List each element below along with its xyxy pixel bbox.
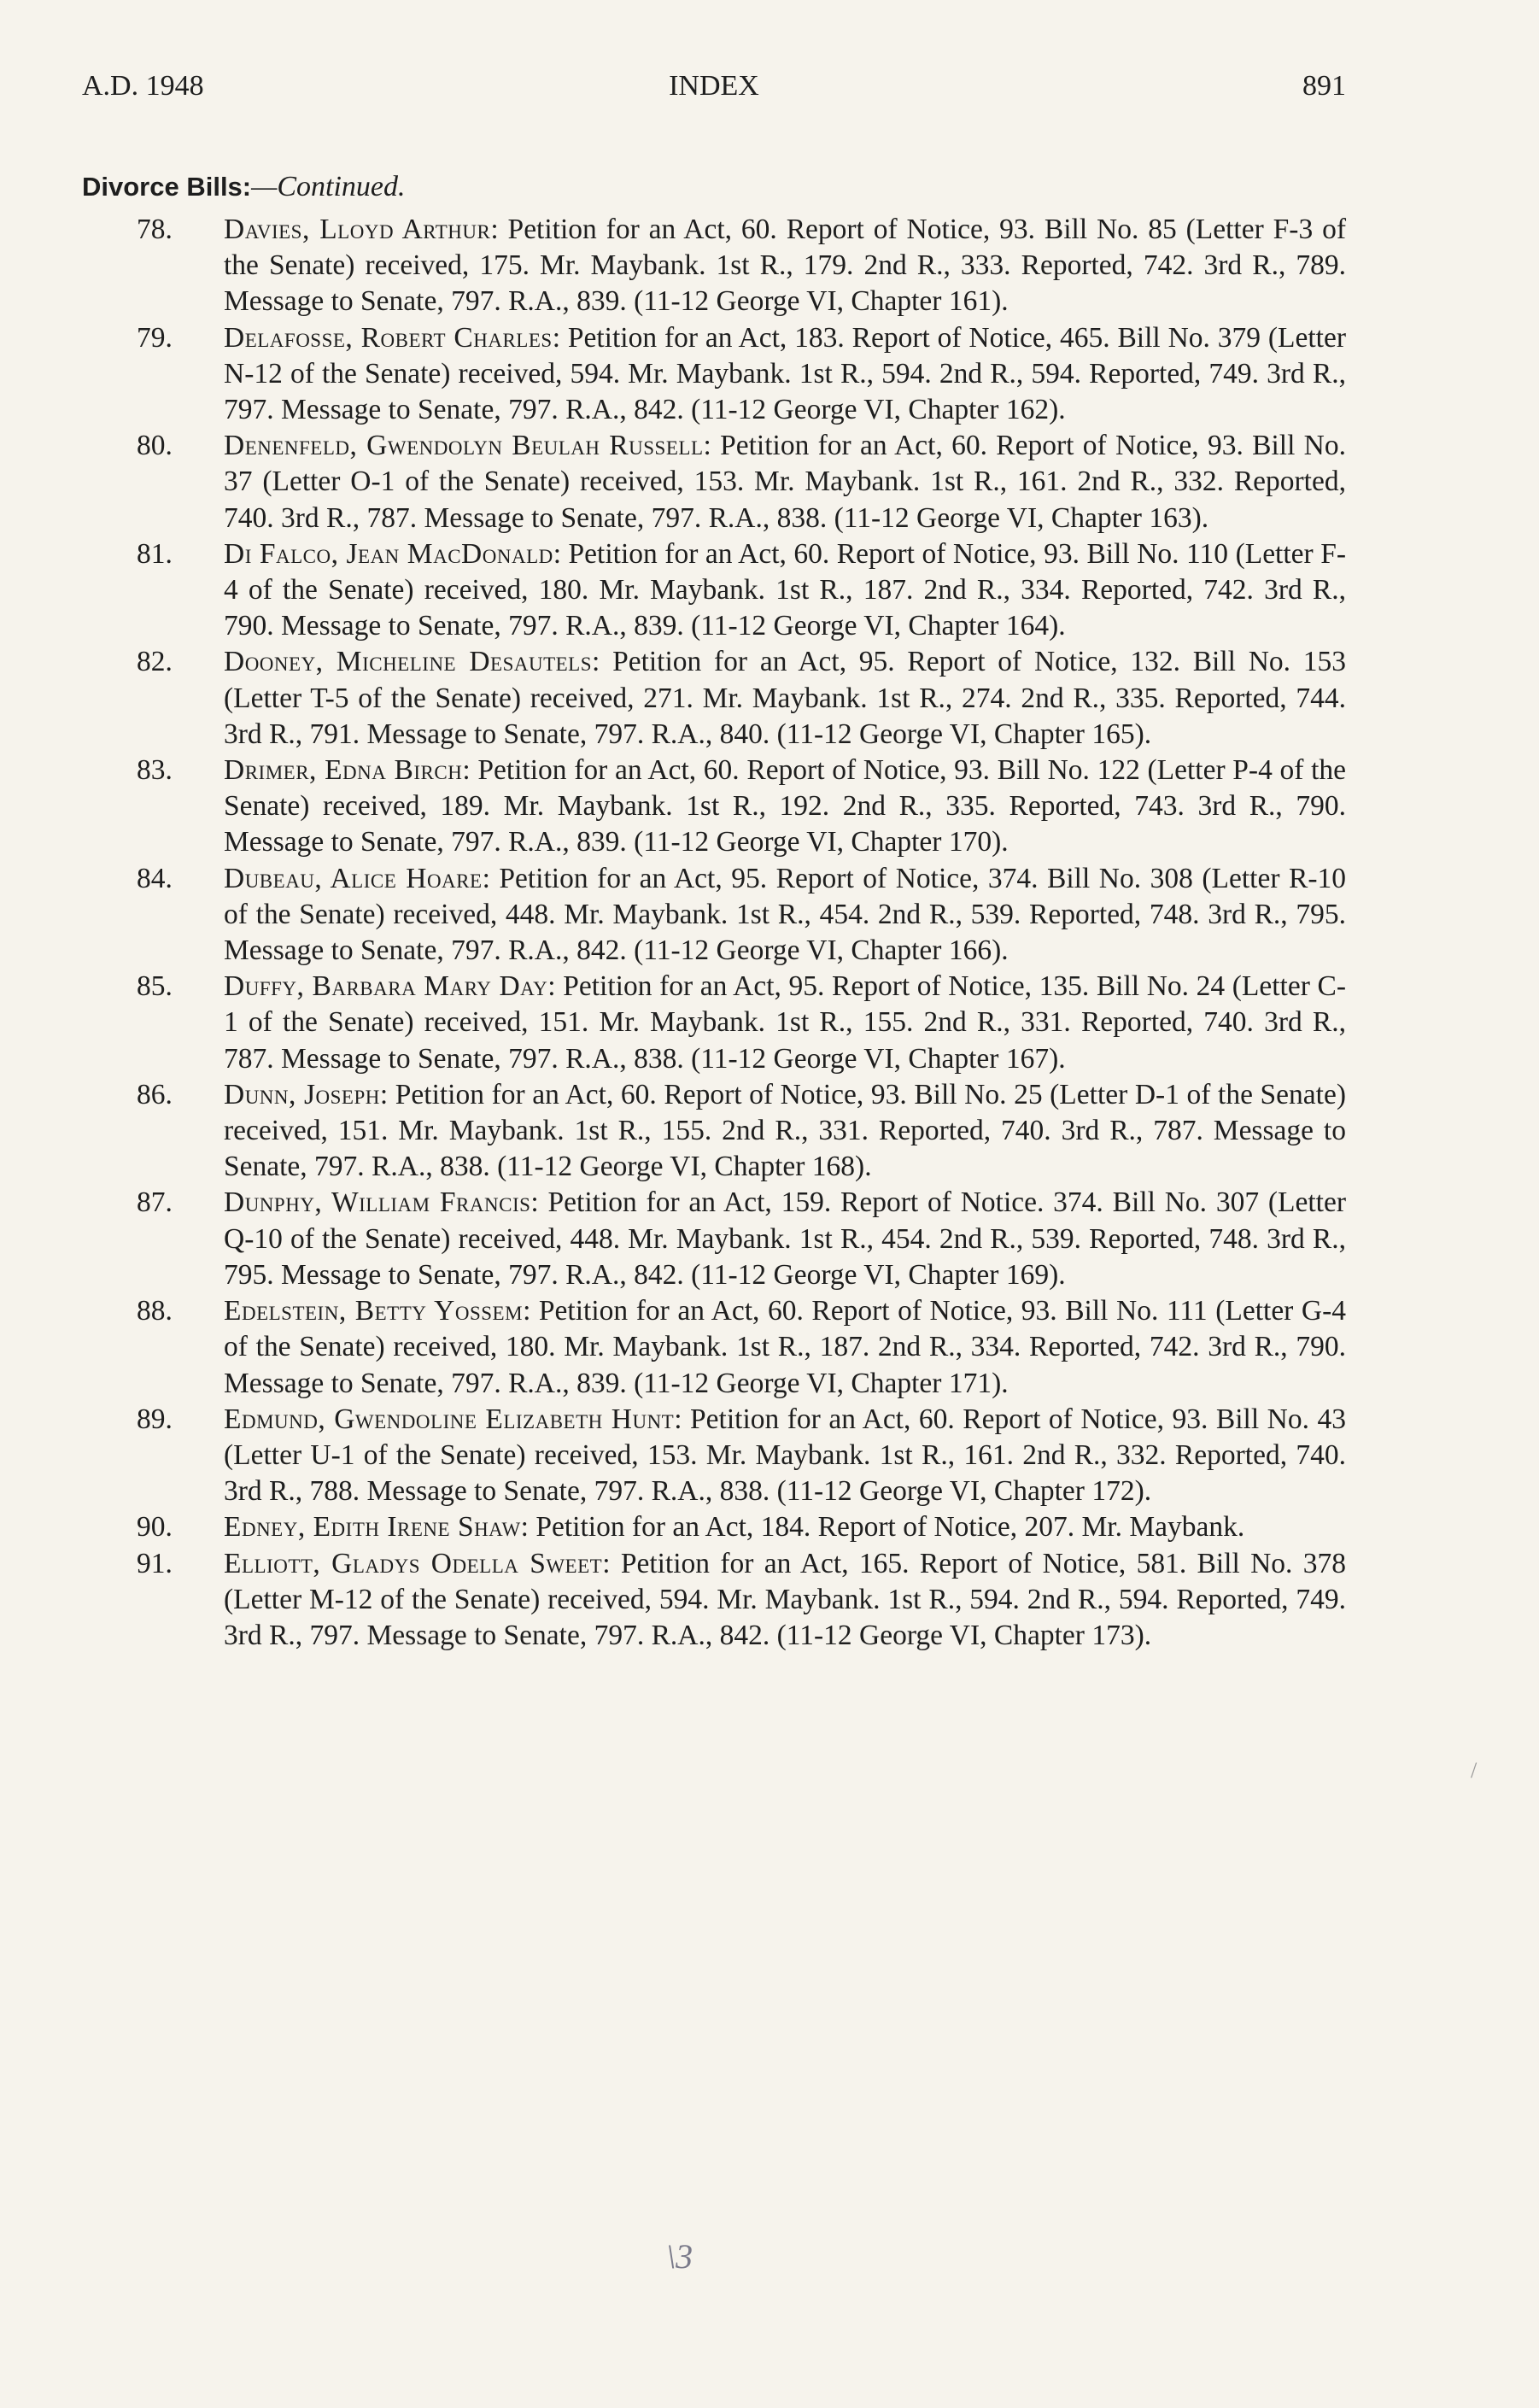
- entry-number: 86.: [137, 1078, 173, 1110]
- entry-name: Delafosse, Robert Charles: [224, 321, 553, 354]
- entry-text: : Petition for an Act, 60. Report of Notice, 93. Bill No. 43 (Letter U-1 of the Senate) received, 153. Mr. Maybank. 1st R., 161. 2nd R., 332. Reported, 740. 3rd R., 788. Message to Senate, 797. R.A., 838. (11-12 George VI, Chapter 172).: [224, 1403, 1346, 1508]
- header-title: INDEX: [669, 70, 759, 102]
- entry-number: 87.: [137, 1186, 173, 1219]
- entry-text: : Petition for an Act, 60. Report of Notice, 93. Bill No. 37 (Letter O-1 of the Senate) received, 153. Mr. Maybank. 1st R., 161. 2nd R., 332. Reported, 740. 3rd R., 787. Message to Senate, 797. R.A., 838. (11-12 George VI, Chapter 163).: [224, 430, 1347, 534]
- index-entry: [137, 212, 1346, 320]
- entry-text: : Petition for an Act, 60. Report of Notice, 93. Bill No. 85 (Letter F-3 of the Senate) received, 175. Mr. Maybank. 1st R., 179. 2nd R., 333. Reported, 742. 3rd R., 789. Message to Senate, 797. R.A., 839. (11-12 George VI, Chapter 161).: [224, 214, 1346, 318]
- entry-name: Elliott, Gladys Odella Sweet: [224, 1547, 603, 1579]
- index-entry: [137, 1402, 1346, 1510]
- entry-number: 91.: [137, 1547, 173, 1579]
- entry-text: : Petition for an Act, 95. Report of Notice, 135. Bill No. 24 (Letter C-1 of the Senate) received, 151. Mr. Maybank. 1st R., 155. 2nd R., 331. Reported, 740. 3rd R., 787. Message to Senate, 797. R.A., 838. (11-12 George VI, Chapter 167).: [224, 970, 1346, 1075]
- entry-number: 79.: [137, 321, 173, 354]
- entry-number: 89.: [137, 1403, 173, 1435]
- entry-name: Dooney, Micheline Desautels: [224, 646, 593, 678]
- entry-number: 83.: [137, 754, 173, 787]
- entry-number: 85.: [137, 970, 173, 1003]
- index-entry: [137, 536, 1346, 645]
- entry-name: Edelstein, Betty Yossem: [224, 1295, 524, 1327]
- entry-text: : Petition for an Act, 60. Report of Notice, 93. Bill No. 122 (Letter P-4 of the Senate) received, 189. Mr. Maybank. 1st R., 192. 2nd R., 335. Reported, 743. 3rd R., 790. Message to Senate, 797. R.A., 839. (11-12 George VI, Chapter 170).: [224, 754, 1346, 858]
- section-continued: —Continued.: [251, 171, 406, 202]
- entry-text: : Petition for an Act, 60. Report of Notice, 93. Bill No. 110 (Letter F-4 of the Senate) received, 180. Mr. Maybank. 1st R., 187. 2nd R., 334. Reported, 742. 3rd R., 790. Message to Senate, 797. R.A., 839. (11-12 George VI, Chapter 164).: [224, 537, 1346, 642]
- entry-text: : Petition for an Act, 165. Report of Notice, 581. Bill No. 378 (Letter M-12 of the Senate) received, 594. Mr. Maybank. 1st R., 594. 2nd R., 594. Reported, 749. 3rd R., 797. Message to Senate, 797. R.A., 842. (11-12 George VI, Chapter 173).: [224, 1547, 1346, 1651]
- index-entry: [137, 753, 1346, 861]
- index-entry: [137, 644, 1346, 753]
- entry-text: : Petition for an Act, 183. Report of Notice, 465. Bill No. 379 (Letter N-12 of the Senate) received, 594. Mr. Maybank. 1st R., 594. 2nd R., 594. Reported, 749. 3rd R., 797. Message to Senate, 797. R.A., 842. (11-12 George VI, Chapter 162).: [224, 321, 1346, 426]
- entry-text: : Petition for an Act, 95. Report of Notice, 374. Bill No. 308 (Letter R-10 of the Senate) received, 448. Mr. Maybank. 1st R., 454. 2nd R., 539. Reported, 748. 3rd R., 795. Message to Senate, 797. R.A., 842. (11-12 George VI, Chapter 166).: [224, 862, 1346, 967]
- entry-name: Dunphy, William Francis: [224, 1186, 531, 1219]
- entry-name: Dubeau, Alice Hoare: [224, 862, 483, 894]
- entry-text: : Petition for an Act, 159. Report of Notice. 374. Bill No. 307 (Letter Q-10 of the Senate) received, 448. Mr. Maybank. 1st R., 454. 2nd R., 539. Reported, 748. 3rd R., 795. Message to Senate, 797. R.A., 842. (11-12 George VI, Chapter 169).: [224, 1186, 1347, 1291]
- entry-number: 81.: [137, 537, 173, 570]
- entry-name: Drimer, Edna Birch: [224, 754, 463, 787]
- entry-text: : Petition for an Act, 95. Report of Notice, 132. Bill No. 153 (Letter T-5 of the Senate) received, 271. Mr. Maybank. 1st R., 274. 2nd R., 335. Reported, 744. 3rd R., 791. Message to Senate, 797. R.A., 840. (11-12 George VI, Chapter 165).: [224, 646, 1346, 750]
- header-year: A.D. 1948: [82, 70, 204, 102]
- entry-number: 82.: [137, 646, 173, 678]
- index-entry: [137, 320, 1346, 429]
- entry-number: 90.: [137, 1511, 173, 1544]
- index-entry: [137, 1546, 1346, 1655]
- index-entry: [137, 1077, 1346, 1186]
- entry-number: 84.: [137, 862, 173, 894]
- index-entry: [137, 1185, 1346, 1293]
- entry-text: : Petition for an Act, 60. Report of Notice, 93. Bill No. 25 (Letter D-1 of the Senate) received, 151. Mr. Maybank. 1st R., 155. 2nd R., 331. Reported, 740. 3rd R., 787. Message to Senate, 797. R.A., 838. (11-12 George VI, Chapter 168).: [224, 1078, 1346, 1183]
- page-header: [82, 70, 1346, 121]
- index-entry: [137, 861, 1346, 970]
- index-entry-list: [137, 212, 1346, 1654]
- index-entry: [137, 1509, 1346, 1545]
- entry-name: Edmund, Gwendoline Elizabeth Hunt: [224, 1403, 675, 1435]
- entry-name: Di Falco, Jean MacDonald: [224, 537, 553, 570]
- index-entry: [137, 428, 1346, 536]
- entry-name: Davies, Lloyd Arthur: [224, 214, 491, 245]
- section-heading: [82, 171, 406, 203]
- page-number: 891: [1302, 70, 1346, 102]
- entry-name: Denenfeld, Gwendolyn Beulah Russell: [224, 430, 704, 462]
- entry-number: 78.: [137, 214, 173, 245]
- entry-number: 80.: [137, 430, 173, 462]
- entry-text: : Petition for an Act, 60. Report of Notice, 93. Bill No. 111 (Letter G-4 of the Senate) received, 180. Mr. Maybank. 1st R., 187. 2nd R., 334. Reported, 742. 3rd R., 790. Message to Senate, 797. R.A., 839. (11-12 George VI, Chapter 171).: [224, 1295, 1346, 1399]
- index-entry: [137, 1293, 1346, 1402]
- section-title: Divorce Bills:: [82, 172, 252, 202]
- handwritten-mark: \3: [666, 2237, 693, 2276]
- entry-name: Edney, Edith Irene Shaw: [224, 1511, 521, 1544]
- margin-tick-mark: /: [1471, 1758, 1478, 1783]
- entry-name: Dunn, Joseph: [224, 1078, 380, 1110]
- entry-text: : Petition for an Act, 184. Report of Notice, 207. Mr. Maybank.: [520, 1511, 1245, 1544]
- entry-name: Duffy, Barbara Mary Day: [224, 970, 548, 1003]
- index-entry: [137, 969, 1346, 1077]
- entry-number: 88.: [137, 1295, 173, 1327]
